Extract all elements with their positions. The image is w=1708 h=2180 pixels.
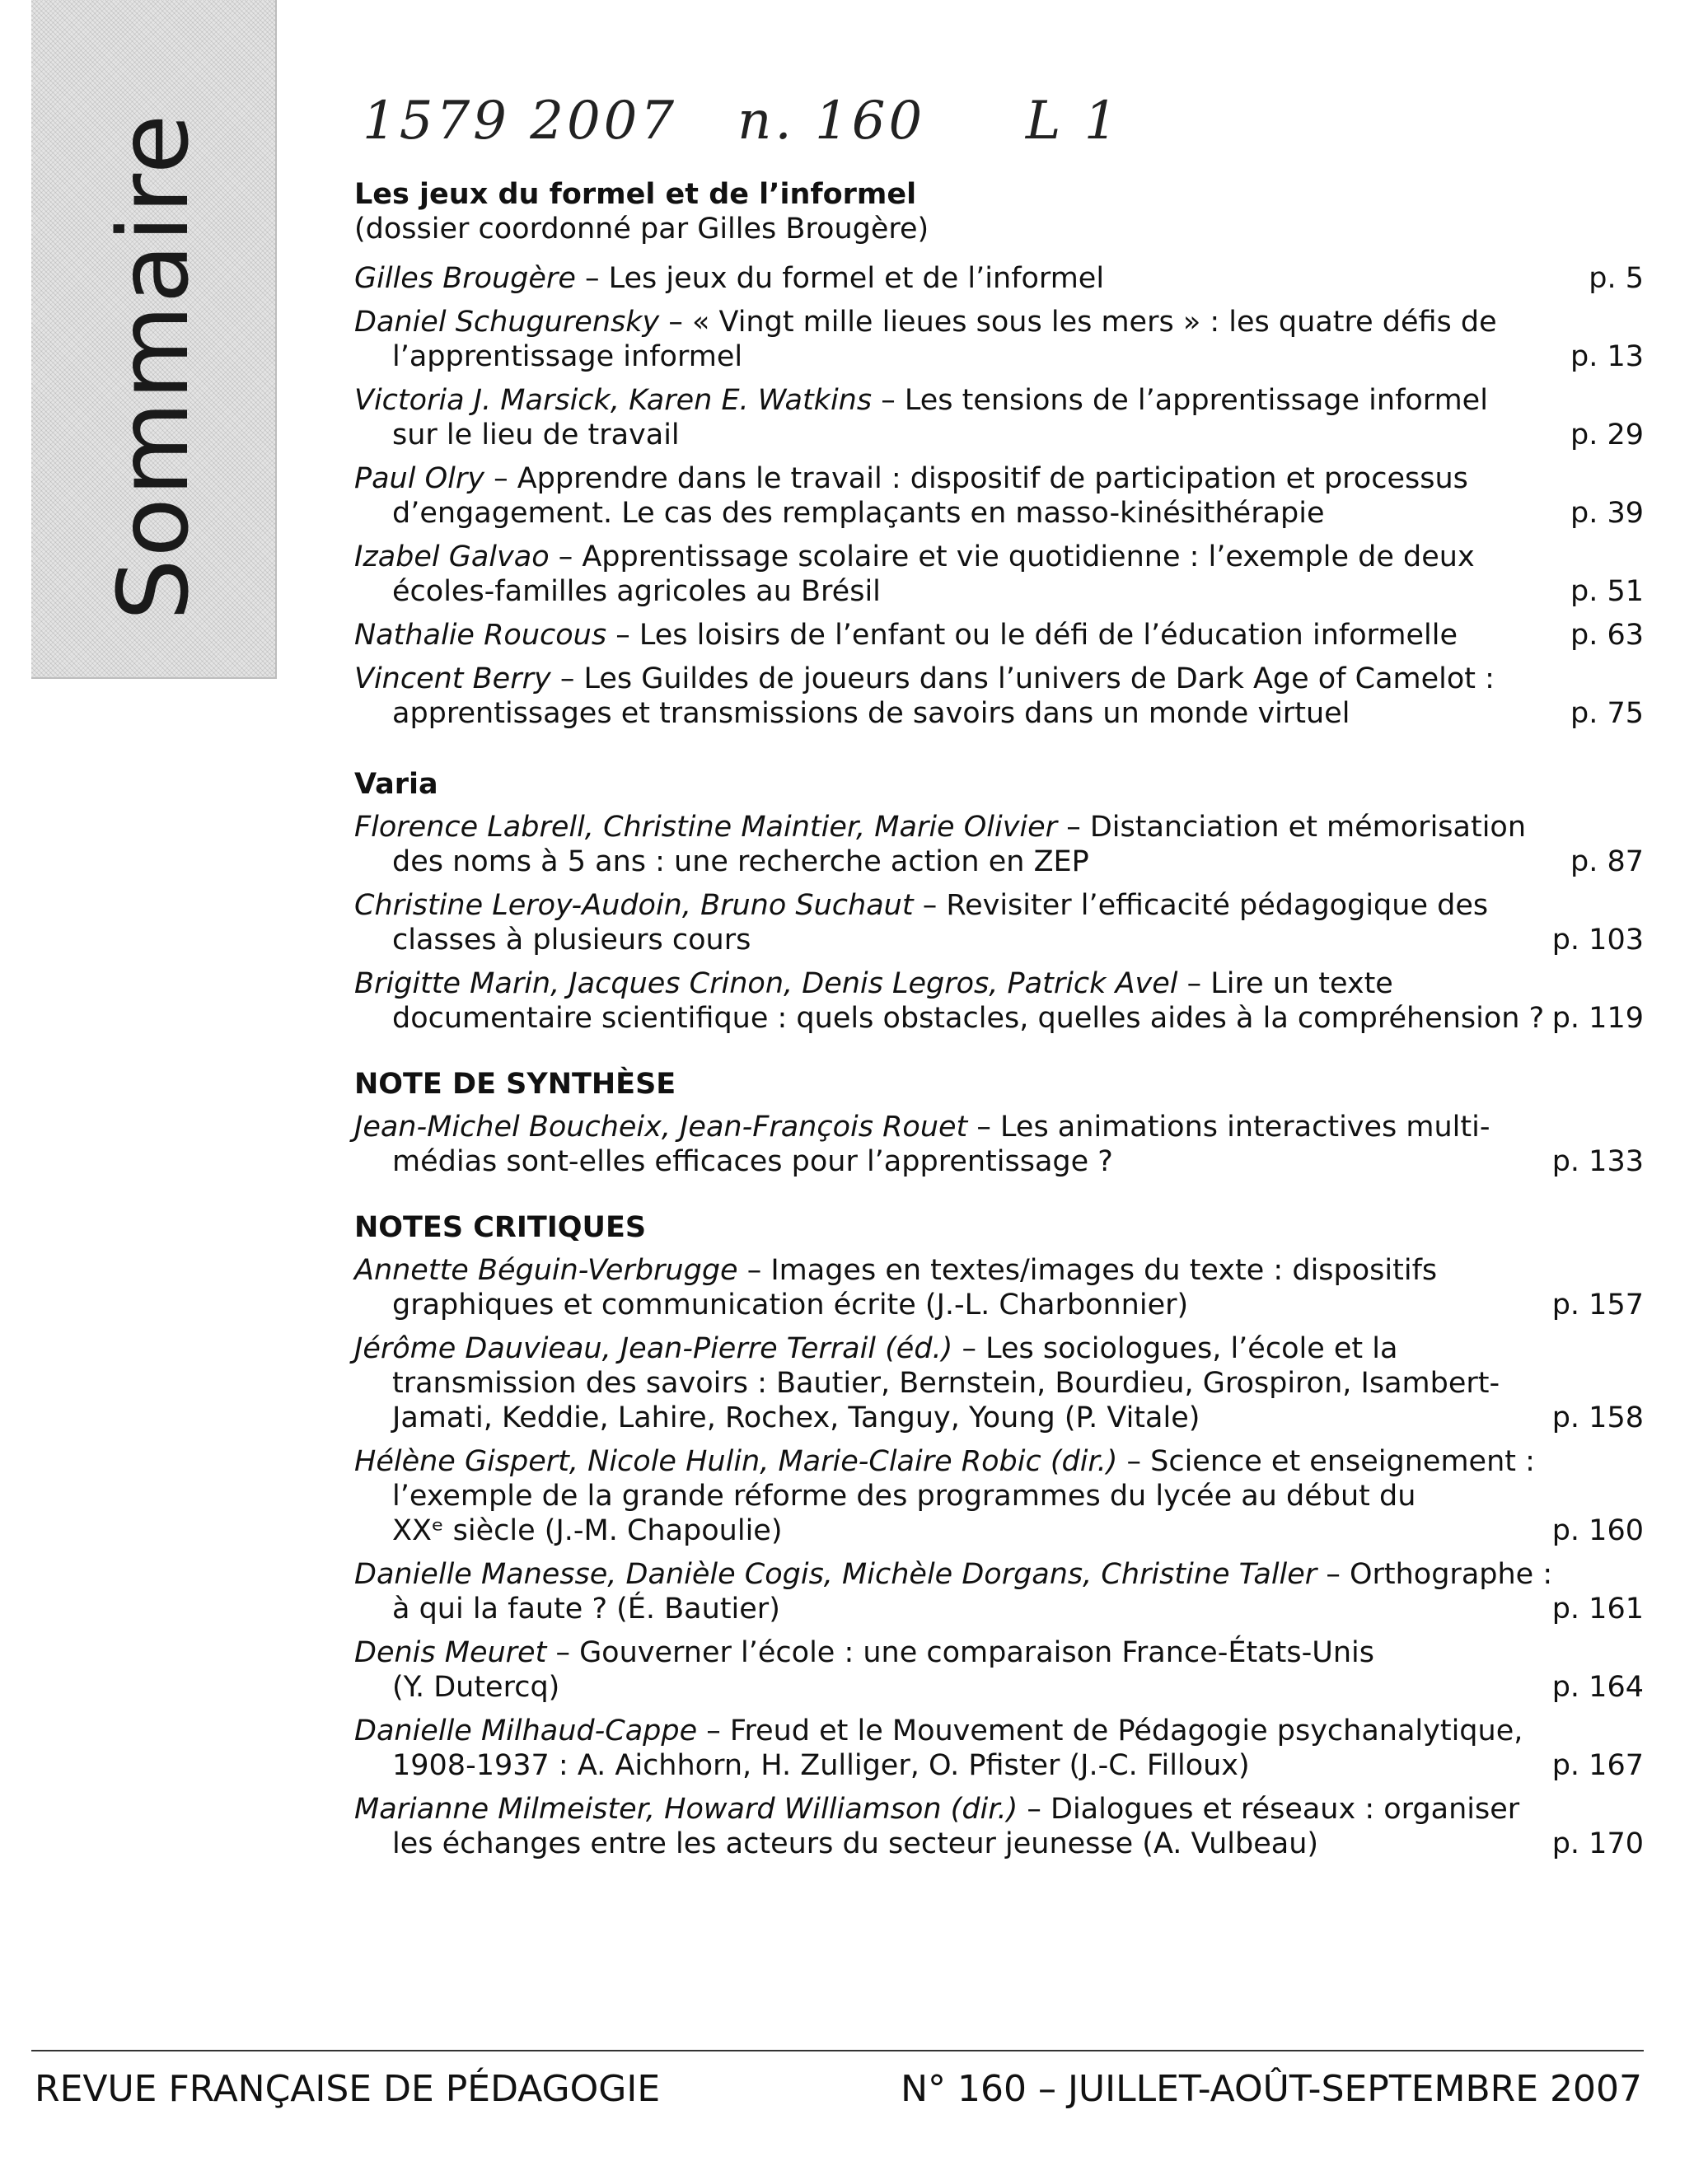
entry-author: Gilles Brougère [354, 262, 576, 295]
entry-title-text: d’engagement. Le cas des remplaçants en masso-kinésithérapie [392, 497, 1325, 530]
entry-title-text: – Distanciation et mémorisation [1057, 811, 1527, 844]
entry-line [354, 810, 1527, 844]
sommaire-title: Sommaire [96, 112, 210, 621]
entry-line [354, 305, 1497, 339]
entry-page-number: p. 75 [1570, 697, 1644, 730]
entry-title-text: l’apprentissage informel [392, 340, 743, 373]
section-heading: NOTES CRITIQUES [354, 1211, 647, 1244]
section-critiques [354, 1210, 1644, 1861]
entry-line [354, 1001, 1545, 1036]
entry-line [354, 966, 1475, 1001]
entry-line [354, 1401, 1475, 1435]
entry-title-text: apprentissages et transmissions de savoirs dans un monde virtuel [392, 697, 1350, 730]
sommaire-side-panel [31, 0, 277, 679]
entry-line [354, 1792, 1520, 1827]
entry-author: Izabel Galvao [354, 540, 550, 573]
entry-page-number: p. 51 [1570, 575, 1644, 608]
entry-author: Annette Béguin-Verbrugge [354, 1254, 738, 1287]
entry-author: Florence Labrell, Christine Maintier, Marie Olivier [354, 811, 1058, 844]
entry-author: Danielle Milhaud-Cappe [354, 1715, 698, 1747]
entry-author: Jérôme Dauvieau, Jean-Pierre Terrail (éd.) [354, 1332, 953, 1365]
entry-title-text: – Orthographe : [1317, 1558, 1553, 1591]
entry-author: Paul Olry [354, 462, 484, 495]
entry-title-text: l’exemple de la grande réforme des programmes du lycée au début du [392, 1480, 1416, 1513]
entry-title-text: – Lire un texte [1177, 967, 1393, 1000]
entry-line [354, 339, 1475, 374]
section-subheading: (dossier coordonné par Gilles Brougère) [354, 213, 929, 246]
entry-author: Brigitte Marin, Jacques Crinon, Denis Legros, Patrick Avel [354, 967, 1178, 1000]
entry-line [354, 1144, 1475, 1179]
toc-entry [354, 1331, 1644, 1435]
toc-entry [354, 461, 1644, 531]
toc-entry [354, 1714, 1644, 1783]
toc-entry [354, 1444, 1644, 1548]
entry-title-text: – Images en textes/images du texte : dispositifs [737, 1254, 1438, 1287]
entry-page-number: p. 158 [1551, 1401, 1644, 1434]
entry-line [354, 261, 1475, 296]
entry-line [354, 461, 1475, 496]
entry-line [354, 1557, 1553, 1592]
entry-author: Daniel Schugurensky [354, 306, 660, 339]
entry-title-text: – Les sociologues, l’école et la [952, 1332, 1398, 1365]
entry-line [354, 1670, 1475, 1705]
entry-line [354, 1110, 1490, 1144]
entry-line [354, 1331, 1475, 1366]
footer-issue-info: N° 160 – JUILLET-AOÛT-SEPTEMBRE 2007 [901, 2068, 1642, 2110]
toc-entry [354, 1253, 1644, 1322]
footer-divider [31, 2050, 1644, 2051]
entry-title-text: – Apprentissage scolaire et vie quotidienne : l’exemple de deux [549, 540, 1475, 573]
entry-title-text: – Les tensions de l’apprentissage informel [872, 384, 1488, 417]
entry-line [354, 696, 1475, 731]
entry-line [354, 1479, 1475, 1513]
footer-journal-title: REVUE FRANÇAISE DE PÉDAGOGIE [35, 2068, 661, 2110]
section-heading: Les jeux du formel et de l’informel [354, 178, 917, 211]
entry-page-number: p. 167 [1551, 1749, 1644, 1782]
section-heading: NOTE DE SYNTHÈSE [354, 1068, 676, 1101]
toc-entry [354, 383, 1644, 452]
entry-page-number: p. 29 [1570, 419, 1644, 451]
entry-title-text: des noms à 5 ans : une recherche action en ZEP [392, 845, 1089, 878]
entry-author: Marianne Milmeister, Howard Williamson (dir.) [354, 1793, 1018, 1826]
entry-title-text: classes à plusieurs cours [392, 924, 751, 957]
entry-author: Hélène Gispert, Nicole Hulin, Marie-Claire Robic (dir.) [354, 1445, 1118, 1478]
entry-line [354, 1366, 1500, 1401]
toc-entry [354, 888, 1644, 957]
entry-title-text: écoles-familles agricoles au Brésil [392, 575, 881, 608]
entry-title-text: – Dialogues et réseaux : organiser [1018, 1793, 1520, 1826]
entry-line [354, 1253, 1475, 1288]
entry-page-number: p. 170 [1551, 1827, 1644, 1860]
entry-title-text: – Les loisirs de l’enfant ou le défi de l’éducation informelle [606, 619, 1458, 652]
entry-page-number: p. 103 [1551, 924, 1644, 957]
entry-line [354, 662, 1495, 696]
entry-line [354, 923, 1475, 957]
toc-entry [354, 1110, 1644, 1179]
entry-title-text: – « Vingt mille lieues sous les mers » : les quatre défis de [659, 306, 1497, 339]
entry-title-text: graphiques et communication écrite (J.-L. Charbonnier) [392, 1289, 1189, 1322]
entry-line [354, 1444, 1535, 1479]
entry-page-number: p. 164 [1551, 1671, 1644, 1704]
section-synth [354, 1067, 1644, 1179]
entry-author: Vincent Berry [354, 662, 551, 695]
entry-title-text: les échanges entre les acteurs du secteur jeunesse (A. Vulbeau) [392, 1827, 1319, 1860]
entry-page-number: p. 119 [1551, 1002, 1644, 1035]
entry-page-number: p. 63 [1570, 619, 1644, 652]
entry-author: Christine Leroy-Audoin, Bruno Suchaut [354, 889, 914, 922]
entry-line [354, 1592, 1475, 1626]
entry-page-number: p. 39 [1570, 497, 1644, 530]
toc-entry [354, 662, 1644, 731]
entry-line [354, 418, 1475, 452]
entry-title-text: – Les Guildes de joueurs dans l’univers de Dark Age of Camelot : [550, 662, 1495, 695]
entry-title-text: – Revisiter l’efficacité pédagogique des [913, 889, 1489, 922]
entry-title-text: 1908-1937 : A. Aichhorn, H. Zulliger, O. Pfister (J.-C. Filloux) [392, 1749, 1250, 1782]
entry-line [354, 540, 1475, 574]
entry-title-text: transmission des savoirs : Bautier, Bernstein, Bourdieu, Grospiron, Isambert- [392, 1367, 1500, 1400]
entry-page-number: p. 5 [1589, 262, 1644, 295]
entry-line [354, 888, 1489, 923]
handwritten-annotation: 1579 2007 n. 160 L 1 [363, 91, 1121, 152]
toc-entry [354, 261, 1644, 296]
entry-line [354, 1714, 1523, 1748]
section-dossier [354, 177, 1644, 731]
entry-line [354, 1748, 1475, 1783]
entry-title-text: – Freud et le Mouvement de Pédagogie psychanalytique, [697, 1715, 1523, 1747]
toc-entry [354, 618, 1644, 653]
entry-page-number: p. 13 [1570, 340, 1644, 373]
entry-author: Jean-Michel Boucheix, Jean-François Rouet [354, 1111, 968, 1144]
entry-page-number: p. 157 [1551, 1289, 1644, 1322]
entry-author: Denis Meuret [354, 1636, 547, 1669]
entry-author: Nathalie Roucous [354, 619, 607, 652]
entry-title-text: – Gouverner l’école : une comparaison France-États-Unis [546, 1636, 1374, 1669]
entry-page-number: p. 133 [1551, 1145, 1644, 1178]
entry-line [354, 496, 1475, 531]
entry-author: Victoria J. Marsick, Karen E. Watkins [354, 384, 873, 417]
toc-entry [354, 1557, 1644, 1626]
entry-line [354, 574, 1475, 609]
entry-author: Danielle Manesse, Danièle Cogis, Michèle Dorgans, Christine Taller [354, 1558, 1317, 1591]
entry-title-text: XXᵉ siècle (J.-M. Chapoulie) [392, 1514, 783, 1547]
table-of-contents [354, 177, 1644, 1870]
entry-title-text: – Apprendre dans le travail : dispositif de participation et processus [484, 462, 1468, 495]
toc-entry [354, 1635, 1644, 1705]
entry-page-number: p. 161 [1551, 1593, 1644, 1626]
entry-title-text: sur le lieu de travail [392, 419, 680, 451]
entry-title-text: médias sont-elles efficaces pour l’apprentissage ? [392, 1145, 1113, 1178]
toc-entry [354, 540, 1644, 609]
entry-line [354, 844, 1475, 879]
entry-page-number: p. 87 [1570, 845, 1644, 878]
entry-line [354, 1635, 1475, 1670]
entry-title-text: – Les animations interactives multi- [967, 1111, 1490, 1144]
toc-entry [354, 305, 1644, 374]
entry-page-number: p. 160 [1551, 1514, 1644, 1547]
entry-line [354, 1288, 1475, 1322]
entry-title-text: Jamati, Keddie, Lahire, Rochex, Tanguy, Young (P. Vitale) [392, 1401, 1200, 1434]
section-heading: Varia [354, 768, 438, 801]
entry-title-text: à qui la faute ? (É. Bautier) [392, 1593, 780, 1626]
entry-line [354, 383, 1488, 418]
entry-title-text: – Science et enseignement : [1117, 1445, 1535, 1478]
entry-title-text: (Y. Dutercq) [392, 1671, 560, 1704]
entry-title-text: documentaire scientifique : quels obstacles, quelles aides à la compréhension ? [392, 1002, 1545, 1035]
entry-line [354, 1827, 1475, 1861]
entry-title-text: – Les jeux du formel et de l’informel [575, 262, 1105, 295]
toc-entry [354, 966, 1644, 1036]
toc-entry [354, 810, 1644, 879]
entry-line [354, 1513, 1475, 1548]
toc-entry [354, 1792, 1644, 1861]
entry-line [354, 618, 1475, 653]
section-varia [354, 767, 1644, 1036]
